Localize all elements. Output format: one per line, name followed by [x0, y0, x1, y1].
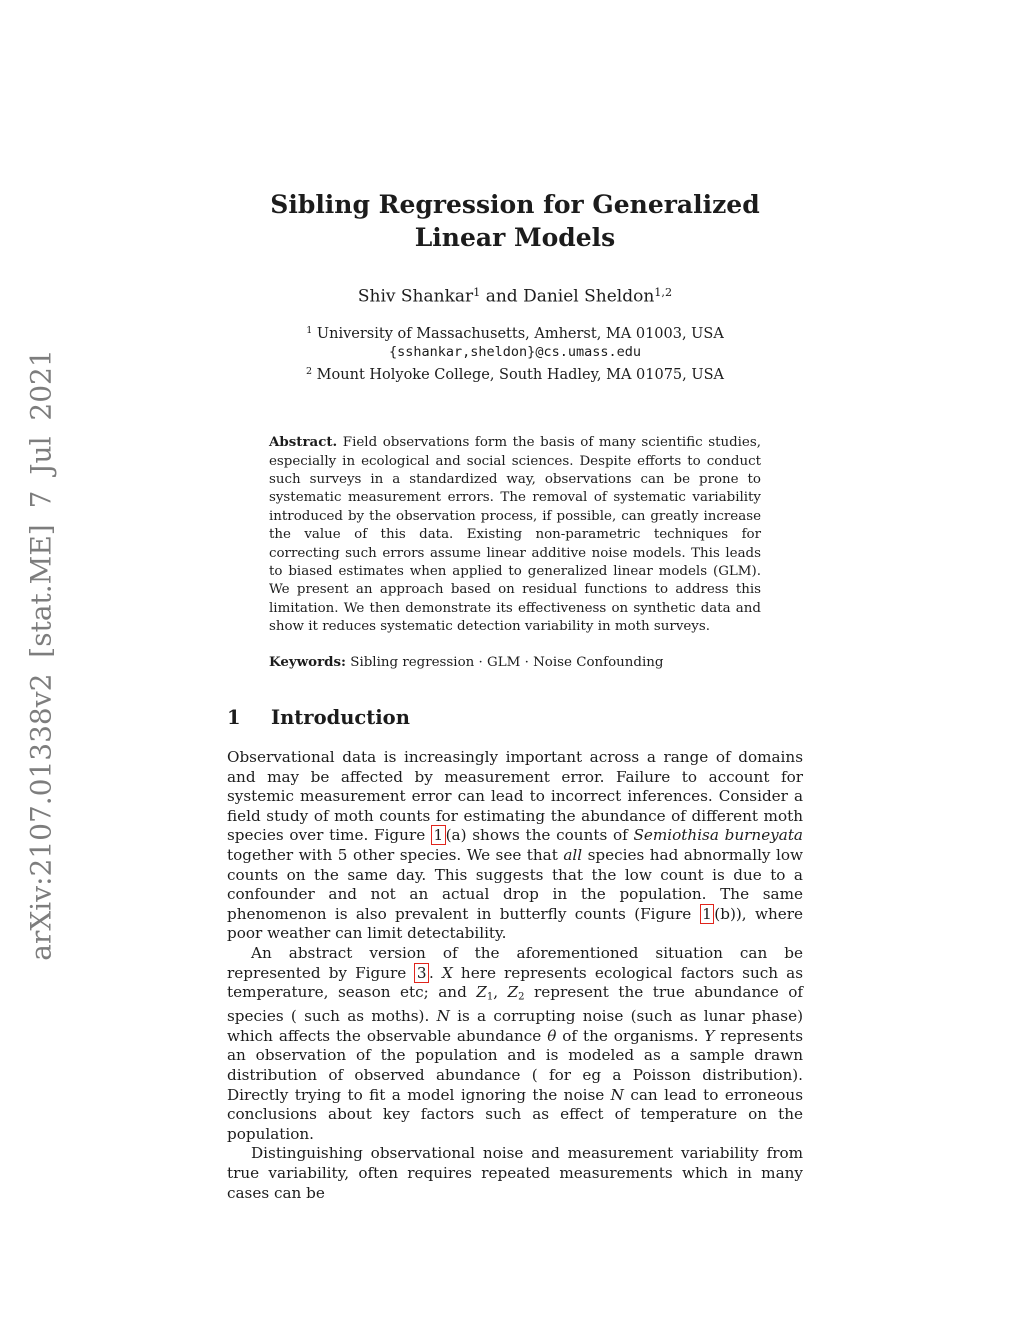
affiliation-1 [227, 321, 803, 344]
text-segment: N [436, 1007, 450, 1026]
text-segment: θ [547, 1026, 557, 1045]
text-segment: represents an observation of the population and is modeled as a sample drawn distribution of observed abundance ( for eg a Poisson distribution). Directly trying to fit a model ignoring the noise [227, 1026, 803, 1104]
text-segment: 2 [305, 366, 313, 378]
paragraph-1 [227, 748, 803, 944]
text-segment: Y [704, 1026, 715, 1045]
text-segment: X [442, 963, 453, 982]
text-segment: (a) shows the counts of [445, 826, 634, 845]
paper-title: Sibling Regression for Generalized Linear Models [270, 190, 760, 252]
text-segment: Shiv Shankar [357, 286, 474, 307]
text-segment: 1 [306, 324, 313, 336]
text-segment: 1 [486, 991, 494, 1003]
figure-ref-link[interactable]: 1 [431, 825, 446, 845]
text-segment: Field observations form the basis of many scientific studies, especially in ecological and social sciences. Despite efforts to conduct such surveys in a standardized way, observations can be prone to systematic measurement errors. The removal of systematic variability introduced by the observation process, if possible, can greatly increase the value of this data. Existing non-parametric techniques for correcting such errors assume linear additive noise models. This leads to biased estimates when applied to generalized linear models (GLM). We present an approach based on residual functions to address this limitation. We then demonstrate its effectiveness on synthetic data and show it reduces systematic detection variability in moth surveys. [269, 435, 761, 635]
affiliations-block [227, 321, 803, 386]
text-segment: Sibling regression · GLM · Noise Confounding [346, 654, 664, 670]
figure-ref-link[interactable]: 3 [414, 963, 429, 983]
keywords-line [269, 653, 761, 672]
paragraph-2 [227, 944, 803, 1144]
figure-ref-link[interactable]: 1 [700, 904, 715, 924]
text-segment: can lead to erroneous conclusions about key factors such as effect of temperature on the population. [227, 1085, 803, 1143]
text-segment: 1,2 [654, 286, 673, 299]
text-segment: 2 [518, 991, 525, 1003]
section-title: Introduction [271, 706, 410, 730]
text-segment: represent the true abundance of species ( such as moths). [227, 983, 803, 1026]
section-number: 1 [227, 706, 241, 730]
text-segment: Semiothisa burneyata [633, 826, 803, 845]
text-segment: , [493, 983, 508, 1002]
affiliation-2 [227, 362, 803, 385]
text-segment: Z [507, 983, 519, 1002]
text-segment: Mount Holyoke College, South Hadley, MA 01075, USA [312, 367, 724, 384]
text-segment: Abstract. [269, 434, 338, 451]
text-segment: Distinguishing observational noise and measurement variability from true variability, often requires repeated measurements which in many cases can be [227, 1144, 803, 1202]
email-line [227, 343, 803, 362]
text-segment: (b)), where poor weather can limit detectability. [227, 904, 803, 943]
text-segment: of the organisms. [556, 1026, 705, 1045]
email-text: {sshankar,sheldon}@cs.umass.edu [389, 344, 641, 361]
arxiv-watermark: arXiv:2107.01338v2 [stat.ME] 7 Jul 2021 [24, 349, 58, 961]
text-segment: Observational data is increasingly important across a range of domains and may be affected by measurement error. Failure to account for systemic measurement error can lead to incorrect inferences. Consider a field study of moth counts for estimating the abundance of different moth species over time. Figure [227, 748, 803, 845]
paragraph-3 [227, 1144, 803, 1203]
authors-line [227, 282, 803, 308]
text-segment: University of Massachusetts, Amherst, MA 01003, USA [312, 325, 724, 342]
text-segment: . [429, 963, 442, 982]
text-segment: An abstract version of the aforementioned situation can be represented by Figure [227, 943, 803, 982]
paper-content [227, 188, 803, 1203]
text-segment: Keywords: [269, 653, 347, 670]
text-segment: all [563, 846, 583, 865]
text-segment: is a corrupting noise (such as lunar phase) which affects the observable abundance [227, 1007, 804, 1045]
text-segment: N [610, 1085, 624, 1104]
text-segment: Z [476, 983, 487, 1002]
text-segment: here represents ecological factors such as temperature, season etc; and [227, 963, 804, 1002]
text-segment: species had abnormally low counts on the same day. This suggests that the low count is due to a confounder and not an actual drop in the population. The same phenomenon is also prevalent in butterfly counts (Figure [227, 846, 804, 923]
text-segment: together with 5 other species. We see that [227, 846, 564, 865]
section-heading-introduction [227, 706, 803, 730]
text-segment: 1 [473, 286, 481, 299]
text-segment: and Daniel Sheldon [480, 286, 655, 307]
abstract-paragraph [269, 433, 761, 636]
